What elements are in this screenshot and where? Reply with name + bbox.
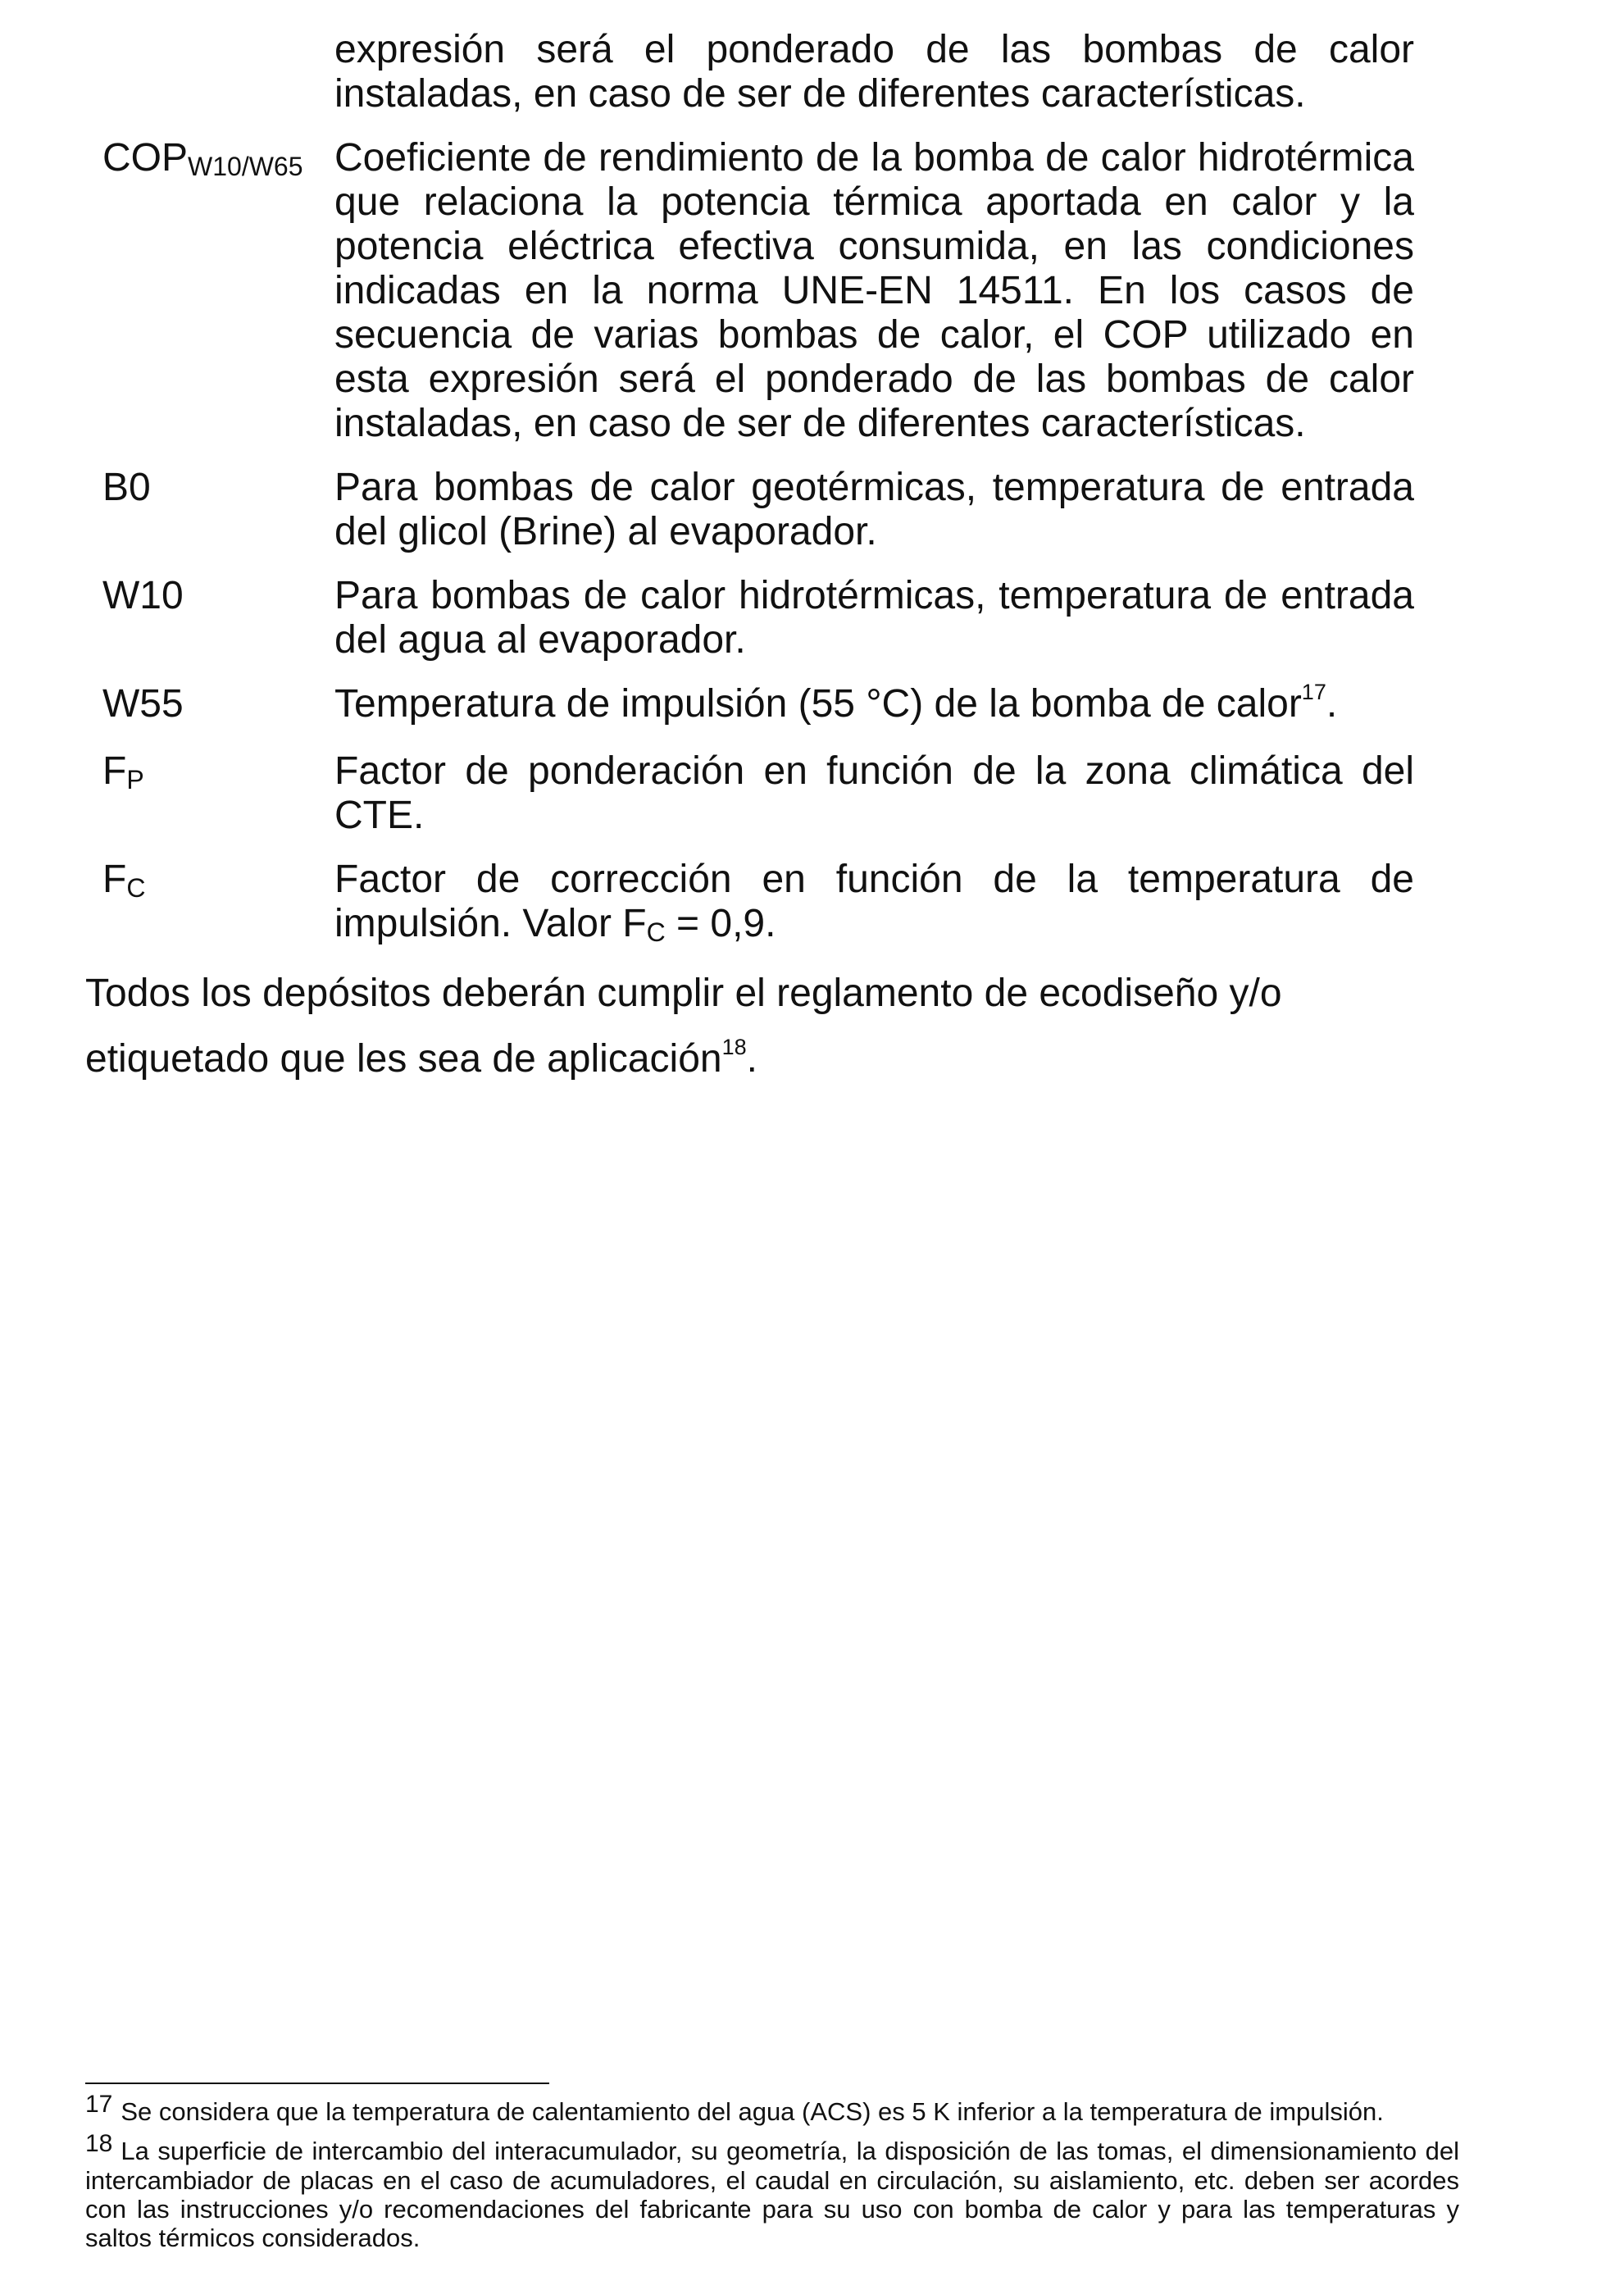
symbol-main: W55	[102, 682, 184, 726]
definition-row-fc	[102, 858, 1414, 949]
definition-symbol	[102, 466, 334, 513]
symbol-subscript: W10/W65	[188, 152, 303, 181]
footnote-ref-17: 17	[1301, 680, 1326, 704]
definition-text: Para bombas de calor geotérmicas, temperatura de entrada del glicol (Brine) al evaporador.	[334, 466, 1414, 553]
definition-text: Factor de ponderación en función de la zona climática del CTE.	[334, 749, 1414, 837]
symbol-main: COP	[102, 136, 189, 180]
footnote-number: 18	[85, 2130, 113, 2157]
symbol-main: F	[102, 749, 127, 793]
definition-text: Para bombas de calor hidrotérmicas, temperatura de entrada del agua al evaporador.	[334, 574, 1414, 662]
footnote-ref-18: 18	[721, 1035, 747, 1059]
definition-symbol	[102, 136, 334, 184]
footnote-text: Se considera que la temperatura de calentamiento del agua (ACS) es 5 K inferior a la temperatura de impulsión.	[121, 2097, 1384, 2126]
definition-text-before: Temperatura de impulsión (55 °C) de la bomba de calor	[334, 682, 1302, 726]
definition-row-cop	[102, 136, 1414, 446]
paragraph-text: Todos los depósitos deberán cumplir el reglamento de ecodiseño y/o etiquetado que les sea de aplicación	[85, 972, 1282, 1081]
inline-subscript: C	[646, 917, 666, 947]
definition-symbol	[102, 682, 334, 730]
definition-symbol	[102, 858, 334, 905]
footnote-17	[85, 2091, 1459, 2127]
footnote-text: La superficie de intercambio del interacumulador, su geometría, la disposición de las tomas, el dimensionamiento del intercambiador de placas en el caso de acumuladores, el caudal en circulación, su aislamiento, etc. deben ser acordes con las instrucciones y/o recomendaciones del fabricante para su uso con bomba de calor y para las temperaturas y saltos térmicos considerados.	[85, 2137, 1459, 2252]
footnote-number: 17	[85, 2091, 113, 2118]
symbol-main: B0	[102, 466, 151, 509]
symbol-main: W10	[102, 574, 184, 617]
symbol-subscript: C	[126, 873, 146, 903]
definition-row-continuation	[102, 28, 1414, 116]
definition-text	[334, 682, 1414, 726]
definition-text	[334, 858, 1414, 949]
footnote-18	[85, 2130, 1459, 2252]
body-paragraph	[85, 961, 1463, 1092]
definition-text-before: Factor de corrección en función de la temperatura de impulsión. Valor F	[334, 858, 1414, 945]
definition-text-after: .	[1326, 682, 1338, 726]
definition-row-fp	[102, 749, 1414, 838]
symbol-main: F	[102, 858, 127, 901]
definition-text-after: = 0,9.	[665, 902, 776, 945]
symbol-subscript: P	[126, 765, 144, 794]
definition-row-w10	[102, 574, 1414, 662]
definition-symbol	[102, 749, 334, 797]
footnotes	[85, 2091, 1459, 2262]
definition-row-w55	[102, 682, 1414, 730]
definition-text: expresión será el ponderado de las bombas de calor instaladas, en caso de ser de diferentes características.	[334, 28, 1414, 116]
definition-symbol	[102, 574, 334, 621]
definitions-list	[102, 28, 1414, 969]
paragraph-text-after: .	[746, 1037, 757, 1081]
definition-row-b0	[102, 466, 1414, 554]
definition-text: Coeficiente de rendimiento de la bomba de calor hidrotérmica que relaciona la potencia térmica aportada en calor y la potencia eléctrica efectiva consumida, en las condiciones indicadas en la norma UNE-EN 14511. En los casos de secuencia de varias bombas de calor, el COP utilizado en esta expresión será el ponderado de las bombas de calor instaladas, en caso de ser de diferentes características.	[334, 136, 1414, 445]
footnote-separator	[85, 2083, 549, 2084]
